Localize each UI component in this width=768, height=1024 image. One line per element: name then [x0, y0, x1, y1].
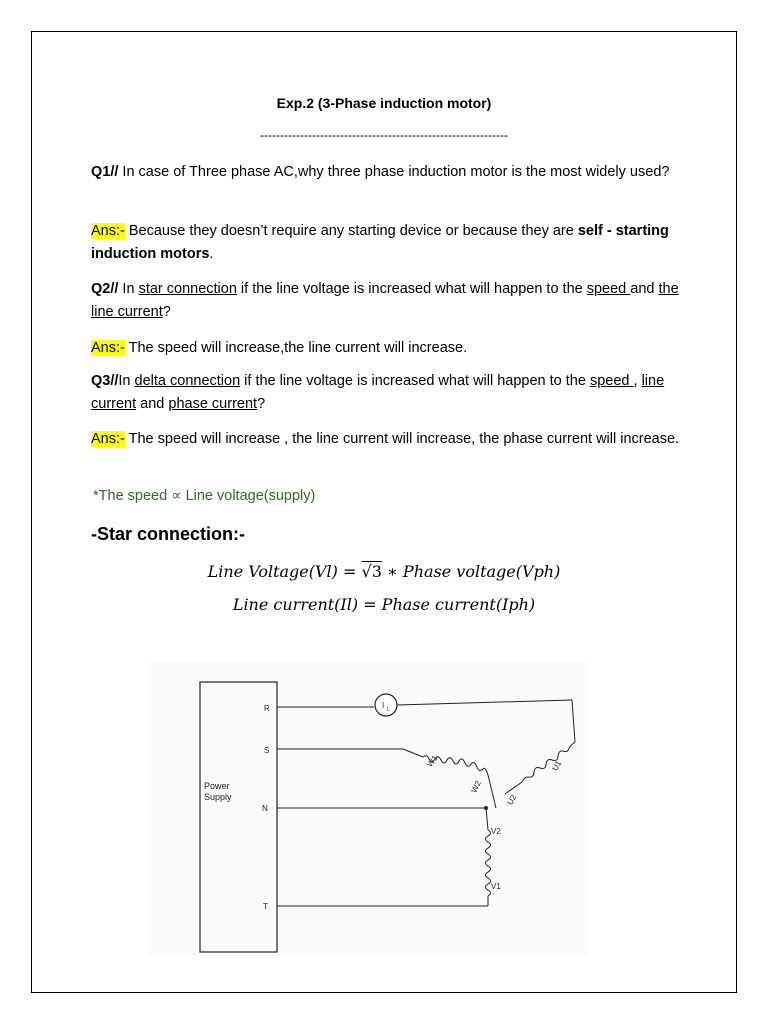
q3-t1: In	[118, 373, 135, 389]
star-connection-diagram	[148, 662, 588, 956]
question-1	[91, 161, 681, 184]
speed-note: *The speed ∝ Line voltage(supply)	[93, 488, 316, 504]
q2-u3: the line current	[91, 281, 679, 320]
power-label-1: Power	[204, 781, 230, 791]
eq1-root: √3	[361, 562, 382, 581]
coil-u1-label: U1	[550, 759, 564, 773]
a3-text: The speed will increase , the line current will increase, the phase current will increase.	[124, 431, 680, 447]
q3-t3: ,	[633, 373, 642, 389]
question-2	[91, 278, 681, 324]
terminal-r: R	[264, 704, 270, 713]
q2-t1: In	[118, 281, 139, 297]
q3-t5: ?	[257, 396, 266, 412]
a3-label: Ans:-	[91, 431, 125, 447]
q3-u2: speed	[589, 373, 634, 389]
q1-label: Q1//	[91, 164, 119, 180]
terminal-n: N	[262, 804, 268, 813]
question-3	[91, 370, 681, 416]
q3-u1: delta connection	[134, 373, 241, 389]
q3-t4: and	[136, 396, 169, 412]
q2-t3: and	[630, 281, 659, 297]
q3-label: Q3//	[91, 373, 119, 389]
ammeter-label: I	[382, 701, 385, 710]
answer-1	[91, 220, 681, 266]
q2-t4: ?	[162, 304, 171, 320]
coil-w2-label: W2	[469, 779, 483, 795]
separator-line: --------------------------------------------------------------	[260, 128, 508, 142]
ammeter-symbol	[375, 694, 397, 716]
a2-text: The speed will increase,the line current will increase.	[124, 340, 468, 356]
power-label-2: Supply	[204, 792, 232, 802]
q2-label: Q2//	[91, 281, 119, 297]
q2-u1: star connection	[138, 281, 237, 297]
terminal-s: S	[264, 746, 270, 755]
coil-w1-label: W1	[425, 753, 440, 769]
section-heading: -Star connection:-	[91, 524, 246, 544]
ammeter-sub: L	[387, 707, 390, 713]
equation-line-voltage	[0, 562, 768, 581]
coil-v2-label: V2	[491, 827, 501, 836]
q3-u4: phase current	[168, 396, 258, 412]
eq1-left: Line Voltage(Vl) =	[207, 562, 362, 581]
q3-t2: if the line voltage is increased what will happen to the	[240, 373, 590, 389]
q2-t2: if the line voltage is increased what will happen to the	[236, 281, 587, 297]
coil-v1-label: V1	[491, 882, 501, 891]
a1-end: .	[209, 246, 214, 262]
a1-bold: self - starting induction motors	[91, 223, 669, 262]
equation-line-current: Line current(Il) = Phase current(Iph)	[232, 595, 536, 614]
q1-text: In case of Three phase AC,why three phase induction motor is the most widely used?	[118, 164, 670, 180]
coil-u2-label: U2	[505, 793, 519, 807]
q2-u2: speed	[586, 281, 631, 297]
terminal-t: T	[263, 902, 268, 911]
diagram-background	[148, 662, 588, 956]
a1-label: Ans:-	[91, 223, 125, 239]
circuit-svg	[148, 662, 588, 956]
answer-2	[91, 337, 681, 360]
document-title: Exp.2 (3-Phase induction motor)	[276, 95, 492, 111]
q3-u3: line current	[91, 373, 665, 412]
answer-3	[91, 428, 681, 451]
a2-label: Ans:-	[91, 340, 125, 356]
eq1-right: ∗ Phase voltage(Vph)	[381, 562, 561, 581]
a1-text: Because they doesn’t require any starting device or because they are	[124, 223, 578, 239]
